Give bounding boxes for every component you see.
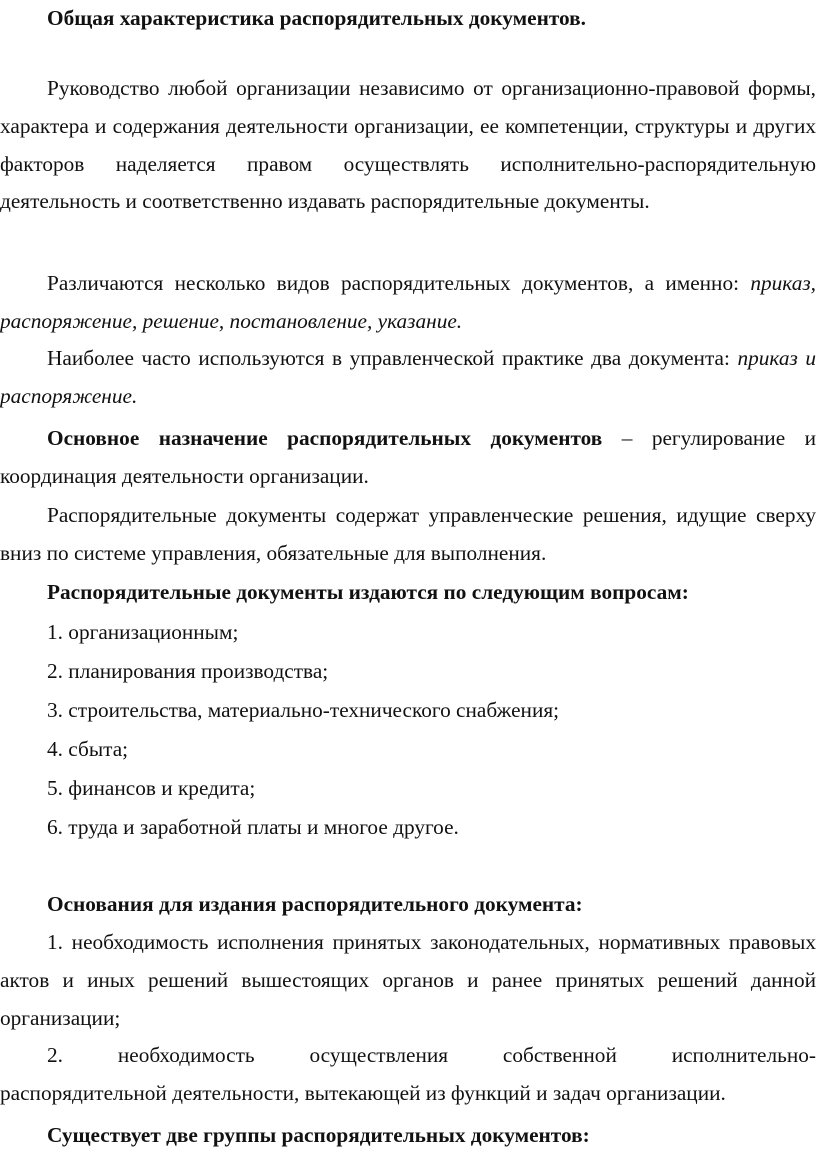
issues-item: 3. строительства, материально-технического снабжения; — [47, 698, 560, 722]
types-lead: Различаются несколько видов распорядительных документов, а именно: — [47, 271, 751, 295]
issues-item: 5. финансов и кредита; — [47, 776, 256, 800]
content-paragraph: Распорядительные документы содержат управленческие решения, идущие сверху вниз по системе управления, обязательные для выполнения. — [0, 503, 816, 565]
frequent-lead: Наиболее часто используются в управленческой практике два документа: — [47, 346, 738, 370]
issues-item: 4. сбыта; — [47, 737, 129, 761]
groups-heading: Существует две группы распорядительных документов: — [47, 1123, 590, 1147]
frequent-list: приказ и распоряжение. — [0, 346, 816, 408]
grounds-item-2-word: осуществления — [309, 1043, 449, 1067]
grounds-item-2-word: 2. — [47, 1043, 63, 1067]
grounds-item-2-first-line — [47, 1043, 816, 1068]
purpose-term: Основное назначение распорядительных документов — [47, 426, 603, 450]
grounds-heading: Основания для издания распорядительного документа: — [47, 892, 583, 916]
grounds-item-2-word: собственной — [502, 1043, 617, 1067]
issues-heading: Распорядительные документы издаются по следующим вопросам: — [47, 580, 689, 604]
types-paragraph — [0, 265, 816, 341]
intro-paragraph: Руководство любой организации независимо от организационно-правовой формы, характера и содержания деятельности организации, ее компетенции, структуры и других факторов наделяется правом осуществлять исполнительно-распорядительную деятельность и соответственно издавать распорядительные документы. — [0, 76, 816, 214]
issues-item: 2. планирования производства; — [47, 659, 329, 683]
grounds-item-2-rest: распорядительной деятельности, вытекающей из функций и задач организации. — [0, 1081, 726, 1105]
grounds-item-2-word: необходимость — [117, 1043, 255, 1067]
issues-item: 1. организационным; — [47, 620, 239, 644]
purpose-paragraph — [0, 420, 816, 496]
types-list: приказ, распоряжение, решение, постановление, указание. — [0, 271, 816, 333]
purpose-rest: – регулирование и координация деятельности организации. — [0, 426, 816, 488]
grounds-item-2-word: исполнительно- — [671, 1043, 816, 1067]
issues-item: 6. труда и заработной платы и многое другое. — [47, 815, 459, 839]
grounds-item-1: 1. необходимость исполнения принятых законодательных, нормативных правовых актов и иных решений вышестоящих органов и ранее принятых решений данной организации; — [0, 930, 816, 1030]
document-title: Общая характеристика распорядительных документов. — [47, 6, 586, 30]
frequent-paragraph — [0, 340, 816, 416]
